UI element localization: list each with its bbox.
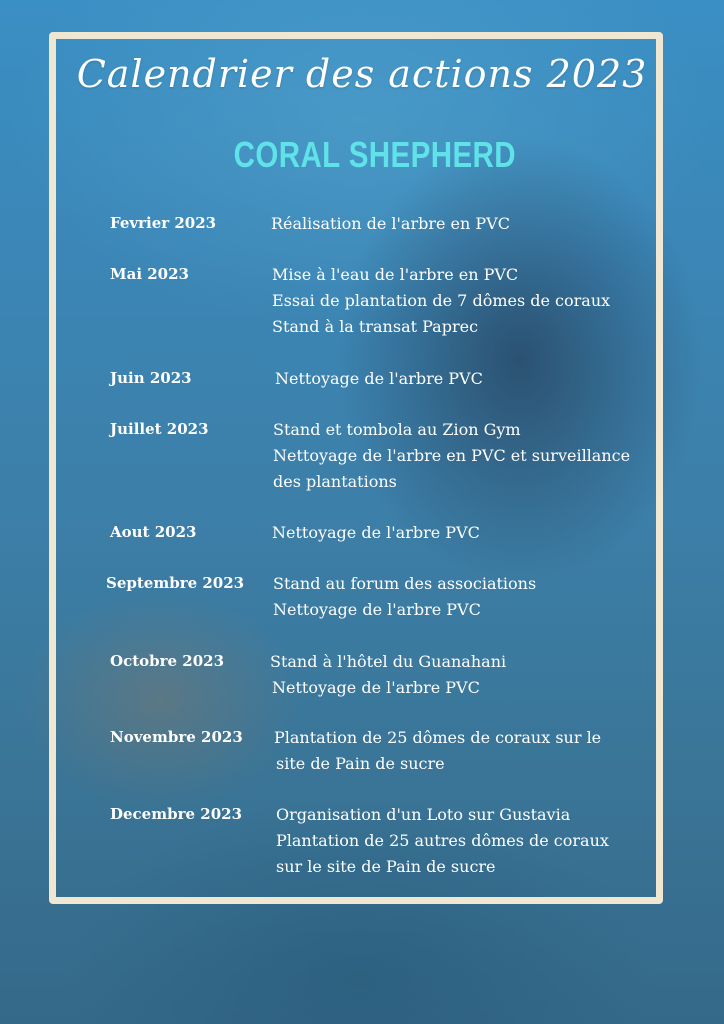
event-line: Stand à l'hôtel du Guanahani — [270, 652, 507, 671]
event-line: Plantation de 25 autres dômes de coraux — [276, 831, 609, 850]
event-date: Juillet 2023 — [110, 420, 209, 438]
event-date: Octobre 2023 — [110, 652, 225, 670]
event-description — [274, 725, 601, 777]
event-line: sur le site de Pain de sucre — [276, 857, 496, 876]
event-line: des plantations — [273, 472, 397, 491]
event-line: Stand et tombola au Zion Gym — [273, 420, 521, 439]
event-line: site de Pain de sucre — [276, 754, 445, 773]
event-description — [273, 417, 630, 495]
event-description — [271, 211, 510, 237]
event-description — [272, 520, 480, 546]
event-date: Decembre 2023 — [110, 805, 243, 823]
event-date: Mai 2023 — [110, 265, 189, 283]
event-line: Nettoyage de l'arbre PVC — [272, 678, 480, 697]
event-description — [275, 366, 483, 392]
calendar-title: Calendrier des actions 2023 — [76, 52, 648, 96]
event-line: Plantation de 25 dômes de coraux sur le — [274, 728, 602, 747]
event-date: Juin 2023 — [110, 369, 192, 387]
event-description — [272, 262, 610, 340]
event-line: Stand à la transat Paprec — [272, 317, 479, 336]
event-date: Fevrier 2023 — [110, 214, 217, 232]
event-line: Essai de plantation de 7 dômes de coraux — [272, 291, 611, 310]
event-line: Réalisation de l'arbre en PVC — [271, 214, 510, 233]
event-description — [273, 571, 536, 623]
event-line: Nettoyage de l'arbre en PVC et surveillance — [273, 446, 631, 465]
event-date: Septembre 2023 — [106, 574, 245, 592]
event-date: Aout 2023 — [110, 523, 197, 541]
event-line: Nettoyage de l'arbre PVC — [275, 369, 483, 388]
event-line: Organisation d'un Loto sur Gustavia — [276, 805, 571, 824]
event-description — [276, 802, 609, 880]
event-date: Novembre 2023 — [110, 728, 243, 746]
event-line: Nettoyage de l'arbre PVC — [273, 600, 481, 619]
event-description — [270, 649, 506, 701]
event-line: Nettoyage de l'arbre PVC — [272, 523, 480, 542]
organization-title: CORAL SHEPHERD — [233, 134, 517, 175]
event-line: Stand au forum des associations — [273, 574, 537, 593]
event-line: Mise à l'eau de l'arbre en PVC — [272, 265, 519, 284]
